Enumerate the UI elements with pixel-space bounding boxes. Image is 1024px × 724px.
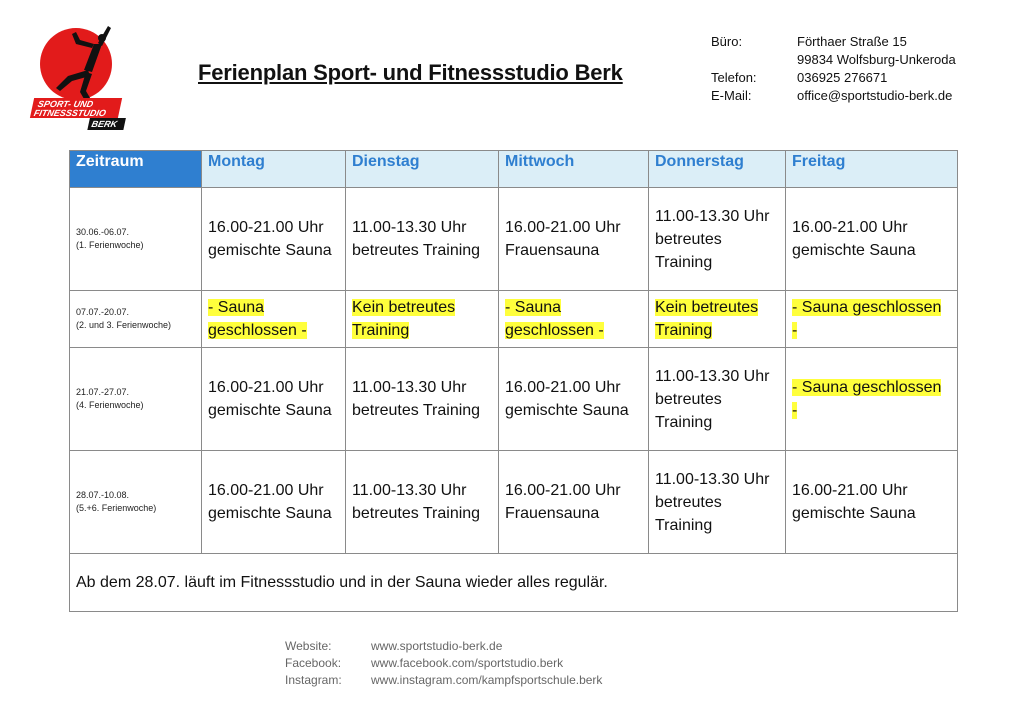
schedule-text: 16.00-21.00 Uhr gemischte Sauna xyxy=(505,379,629,419)
schedule-text: 16.00-21.00 Uhr gemischte Sauna xyxy=(792,482,916,522)
header-montag: Montag xyxy=(202,151,346,188)
logo-text-line1: SPORT- UND xyxy=(36,99,95,109)
holiday-schedule-table xyxy=(69,150,958,612)
footer-links xyxy=(285,638,602,689)
period-dates: 30.06.-06.07. xyxy=(76,227,130,237)
table-row xyxy=(70,451,958,554)
schedule-cell xyxy=(346,348,499,451)
period-week-note: (1. Ferienwoche) xyxy=(76,240,144,250)
schedule-text: 11.00-13.30 Uhr betreutes Training xyxy=(655,207,770,271)
period-week-note: (4. Ferienwoche) xyxy=(76,400,144,410)
schedule-text: 16.00-21.00 Uhr Frauensauna xyxy=(505,219,621,259)
studio-logo xyxy=(28,14,152,136)
schedule-cell xyxy=(786,188,958,291)
period-dates: 07.07.-20.07. xyxy=(76,307,130,317)
website-label: Website: xyxy=(285,639,332,653)
schedule-text: 11.00-13.30 Uhr betreutes Training xyxy=(352,482,481,522)
schedule-text: 11.00-13.30 Uhr betreutes Training xyxy=(655,367,770,431)
period-cell xyxy=(70,291,202,348)
period-cell xyxy=(70,188,202,291)
schedule-text: 16.00-21.00 Uhr gemischte Sauna xyxy=(208,379,332,419)
closed-notice: - Sauna geschlossen - xyxy=(505,299,604,339)
schedule-cell xyxy=(346,188,499,291)
logo-text-line2: FITNESSSTUDIO xyxy=(32,108,107,118)
schedule-cell xyxy=(649,348,786,451)
schedule-cell xyxy=(786,451,958,554)
regular-schedule-note: Ab dem 28.07. läuft im Fitnessstudio und in der Sauna wieder alles regulär. xyxy=(70,554,958,612)
period-cell xyxy=(70,348,202,451)
schedule-cell xyxy=(346,291,499,348)
table-row xyxy=(70,188,958,291)
schedule-cell xyxy=(786,348,958,451)
phone-label: Telefon: xyxy=(711,70,757,85)
header-freitag: Freitag xyxy=(786,151,958,188)
schedule-text: 11.00-13.30 Uhr betreutes Training xyxy=(352,379,481,419)
office-street: Förthaer Straße 15 xyxy=(797,34,907,49)
period-cell xyxy=(70,451,202,554)
period-dates: 21.07.-27.07. xyxy=(76,387,130,397)
closed-notice: - Sauna geschlossen - xyxy=(792,299,942,339)
period-week-note: (2. und 3. Ferienwoche) xyxy=(76,320,172,330)
schedule-text: 11.00-13.30 Uhr betreutes Training xyxy=(352,219,481,259)
header-dienstag: Dienstag xyxy=(346,151,499,188)
website-link[interactable]: www.sportstudio-berk.de xyxy=(371,639,503,653)
closed-notice: Kein betreutes Training xyxy=(352,299,456,339)
schedule-cell xyxy=(202,291,346,348)
facebook-link[interactable]: www.facebook.com/sportstudio.berk xyxy=(371,656,564,670)
schedule-cell xyxy=(202,348,346,451)
office-label: Büro: xyxy=(711,34,743,49)
table-row xyxy=(70,291,958,348)
schedule-cell xyxy=(649,451,786,554)
header-zeitraum: Zeitraum xyxy=(70,151,202,188)
header-mittwoch: Mittwoch xyxy=(499,151,649,188)
table-header-row xyxy=(70,151,958,188)
period-dates: 28.07.-10.08. xyxy=(76,490,130,500)
schedule-cell xyxy=(202,188,346,291)
closed-notice: - Sauna geschlossen - xyxy=(792,379,942,419)
schedule-cell xyxy=(649,188,786,291)
email-value[interactable]: office@sportstudio-berk.de xyxy=(797,88,953,103)
note-row xyxy=(70,554,958,612)
page-title: Ferienplan Sport- und Fitnessstudio Berk xyxy=(198,60,623,85)
instagram-label: Instagram: xyxy=(285,673,342,687)
closed-notice: - Sauna geschlossen - xyxy=(208,299,307,339)
schedule-text: 16.00-21.00 Uhr Frauensauna xyxy=(505,482,621,522)
schedule-cell xyxy=(649,291,786,348)
schedule-text: 16.00-21.00 Uhr gemischte Sauna xyxy=(208,482,332,522)
schedule-cell xyxy=(499,188,649,291)
header-donnerstag: Donnerstag xyxy=(649,151,786,188)
schedule-cell xyxy=(346,451,499,554)
schedule-text: 11.00-13.30 Uhr betreutes Training xyxy=(655,470,770,534)
schedule-cell xyxy=(499,348,649,451)
schedule-cell xyxy=(202,451,346,554)
schedule-text: 16.00-21.00 Uhr gemischte Sauna xyxy=(208,219,332,259)
table-row xyxy=(70,348,958,451)
schedule-cell xyxy=(786,291,958,348)
period-week-note: (5.+6. Ferienwoche) xyxy=(76,503,157,513)
schedule-text: 16.00-21.00 Uhr gemischte Sauna xyxy=(792,219,916,259)
contact-block xyxy=(711,33,956,105)
logo-text-line3: BERK xyxy=(90,119,119,129)
schedule-cell xyxy=(499,291,649,348)
phone-value: 036925 276671 xyxy=(797,70,888,85)
instagram-link[interactable]: www.instagram.com/kampfsportschule.berk xyxy=(371,673,603,687)
facebook-label: Facebook: xyxy=(285,656,342,670)
closed-notice: Kein betreutes Training xyxy=(655,299,759,339)
office-city: 99834 Wolfsburg-Unkeroda xyxy=(797,52,956,67)
email-label: E-Mail: xyxy=(711,88,752,103)
schedule-cell xyxy=(499,451,649,554)
